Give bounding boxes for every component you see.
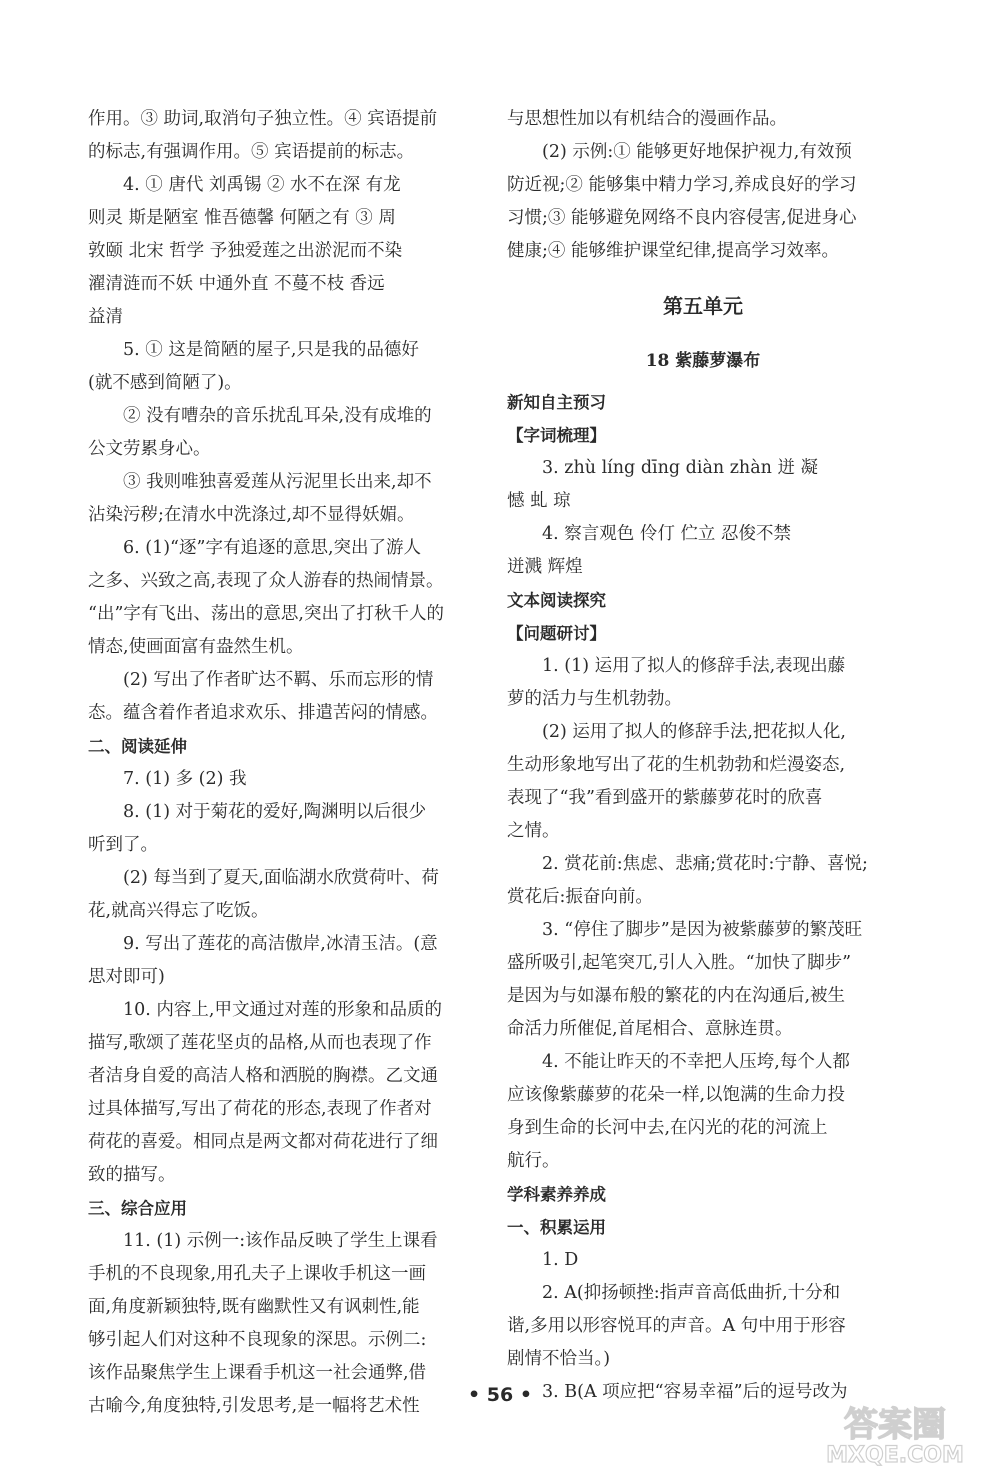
text-line: 与思想性加以有机结合的漫画作品。 [507, 109, 787, 129]
text-line: 敦颐 北宋 哲学 予独爱莲之出淤泥而不染 [88, 241, 403, 261]
text-line: 航行。 [507, 1151, 560, 1171]
text-line: 2. A(抑扬顿挫:指声音高低曲折,十分和 [542, 1283, 841, 1303]
text-line: 5. ① 这是简陋的屋子,只是我的品德好 [123, 340, 419, 360]
text-line: 是因为与如瀑布般的繁花的内在沟通后,被生 [507, 986, 846, 1006]
text-line: 萝的活力与生机勃勃。 [507, 689, 682, 709]
text-line: 的标志,有强调作用。⑤ 宾语提前的标志。 [88, 142, 415, 162]
text-line: 剧情不恰当。) [507, 1349, 611, 1369]
text-line: 则灵 斯是陋室 惟吾德馨 何陋之有 ③ 周 [88, 208, 396, 228]
section-heading: 学科素养养成 [507, 1185, 606, 1204]
text-line: (就不感到简陋了)。 [88, 373, 242, 393]
section-heading: 新知自主预习 [507, 393, 606, 412]
text-line: 表现了“我”看到盛开的紫藤萝花时的欣喜 [507, 788, 823, 808]
text-line: 3. B(A 项应把“容易幸福”后的逗号改为 [542, 1382, 848, 1402]
watermark-top-text: 答案圈 [844, 1405, 946, 1445]
text-line: 身到生命的长河中去,在闪光的花的河流上 [507, 1118, 828, 1138]
watermark-logo [810, 1400, 980, 1466]
text-line: 听到了。 [88, 835, 158, 855]
section-heading: 二、阅读延伸 [88, 737, 187, 756]
text-line: 面,角度新颖独特,既有幽默性又有讽刺性,能 [88, 1297, 420, 1317]
subsection-heading: 一、积累运用 [507, 1218, 606, 1237]
text-line: 沾染污秽;在清水中洗涤过,却不显得妖媚。 [88, 505, 415, 525]
text-line: 10. 内容上,甲文通过对莲的形象和品质的 [123, 1000, 442, 1020]
text-line: 够引起人们对这种不良现象的深思。示例二: [88, 1330, 427, 1350]
text-line: 6. (1)“逐”字有追逐的意思,突出了游人 [123, 538, 422, 558]
text-line: 益清 [88, 307, 123, 327]
text-line: 作用。③ 助词,取消句子独立性。④ 宾语提前 [88, 109, 438, 129]
right-column [507, 103, 899, 1409]
text-line: 7. (1) 多 (2) 我 [123, 769, 247, 789]
page-number: • 56 • [468, 1384, 532, 1406]
left-column [88, 103, 480, 1423]
text-line: 生动形象地写出了花的生机勃勃和烂漫姿态, [507, 755, 846, 775]
text-line: 过具体描写,写出了荷花的形态,表现了作者对 [88, 1099, 432, 1119]
text-line: 憾 虬 琼 [507, 491, 571, 511]
text-line: 手机的不良现象,用孔夫子上课收手机这一画 [88, 1264, 427, 1284]
section-heading: 三、综合应用 [88, 1199, 187, 1218]
text-line: 3. zhù líng dīng diàn zhàn 迸 凝 [542, 458, 819, 478]
text-line: 习惯;③ 能够避免网络不良内容侵害,促进身心 [507, 208, 857, 228]
text-line: 情态,使画面富有盎然生机。 [88, 637, 304, 657]
text-line: (2) 写出了作者旷达不羁、乐而忘形的情 [123, 670, 434, 690]
text-line: 命活力所催促,首尾相合、意脉连贯。 [507, 1019, 793, 1039]
unit-title: 第五单元 [663, 294, 743, 318]
text-line: 之情。 [507, 821, 560, 841]
text-line: 应该像紫藤萝的花朵一样,以饱满的生命力投 [507, 1085, 846, 1105]
text-line: 1. (1) 运用了拟人的修辞手法,表现出藤 [542, 656, 846, 676]
lesson-title: 18 紫藤萝瀑布 [645, 351, 761, 371]
text-line: 描写,歌颂了莲花坚贞的品格,从而也表现了作 [88, 1033, 432, 1053]
text-line: 濯清涟而不妖 中通外直 不蔓不枝 香远 [88, 274, 385, 294]
text-line: “出”字有飞出、荡出的意思,突出了打秋千人的 [88, 604, 444, 624]
text-line: 致的描写。 [88, 1165, 176, 1185]
text-line: 该作品聚焦学生上课看手机这一社会通弊,借 [88, 1363, 427, 1383]
subsection-heading: 【字词梳理】 [507, 426, 606, 445]
section-heading: 文本阅读探究 [507, 591, 606, 610]
text-line: 3. “停住了脚步”是因为被紫藤萝的繁茂旺 [542, 920, 863, 940]
watermark-bottom-text: MXQE.COM [826, 1443, 964, 1466]
text-line: 荷花的喜爱。相同点是两文都对荷花进行了细 [88, 1132, 438, 1152]
text-line: 1. D [542, 1250, 579, 1270]
text-line: ③ 我则唯独喜爱莲从污泥里长出来,却不 [123, 472, 432, 492]
text-line: 8. (1) 对于菊花的爱好,陶渊明以后很少 [123, 802, 427, 822]
text-line: 迸溅 辉煌 [507, 557, 583, 577]
text-line: 11. (1) 示例一:该作品反映了学生上课看 [123, 1231, 438, 1251]
text-line: ② 没有嘈杂的音乐扰乱耳朵,没有成堆的 [123, 406, 432, 426]
text-line: 谐,多用以形容悦耳的声音。A 句中用于形容 [507, 1316, 846, 1336]
text-line: 者洁身自爱的高洁人格和洒脱的胸襟。乙文通 [88, 1066, 438, 1086]
text-line: 4. ① 唐代 刘禹锡 ② 水不在深 有龙 [123, 175, 401, 195]
text-line: 2. 赏花前:焦虑、悲痛;赏花时:宁静、喜悦; [542, 854, 868, 874]
text-line: 4. 不能让昨天的不幸把人压垮,每个人都 [542, 1052, 850, 1072]
text-line: 盛所吸引,起笔突兀,引人入胜。“加快了脚步” [507, 953, 852, 973]
text-line: 态。蕴含着作者追求欢乐、排遣苦闷的情感。 [88, 703, 438, 723]
text-line: 花,就高兴得忘了吃饭。 [88, 901, 269, 921]
text-line: 4. 察言观色 伶仃 伫立 忍俊不禁 [542, 524, 791, 544]
text-line: (2) 示例:① 能够更好地保护视力,有效预 [542, 142, 852, 162]
text-line: 之多、兴致之高,表现了众人游春的热闹情景。 [88, 571, 444, 591]
text-line: 健康;④ 能够维护课堂纪律,提高学习效率。 [507, 241, 840, 261]
text-line: 赏花后:振奋向前。 [507, 887, 653, 907]
text-line: 防近视;② 能够集中精力学习,养成良好的学习 [507, 175, 857, 195]
subsection-heading: 【问题研讨】 [507, 624, 606, 643]
text-line: 公文劳累身心。 [88, 439, 211, 459]
text-line: (2) 每当到了夏天,面临湖水欣赏荷叶、荷 [123, 868, 439, 888]
text-line: 思对即可) [88, 967, 165, 987]
text-line: (2) 运用了拟人的修辞手法,把花拟人化, [542, 722, 846, 742]
text-line: 9. 写出了莲花的高洁傲岸,冰清玉洁。(意 [123, 934, 438, 954]
text-line: 古喻今,角度独特,引发思考,是一幅将艺术性 [88, 1396, 420, 1416]
